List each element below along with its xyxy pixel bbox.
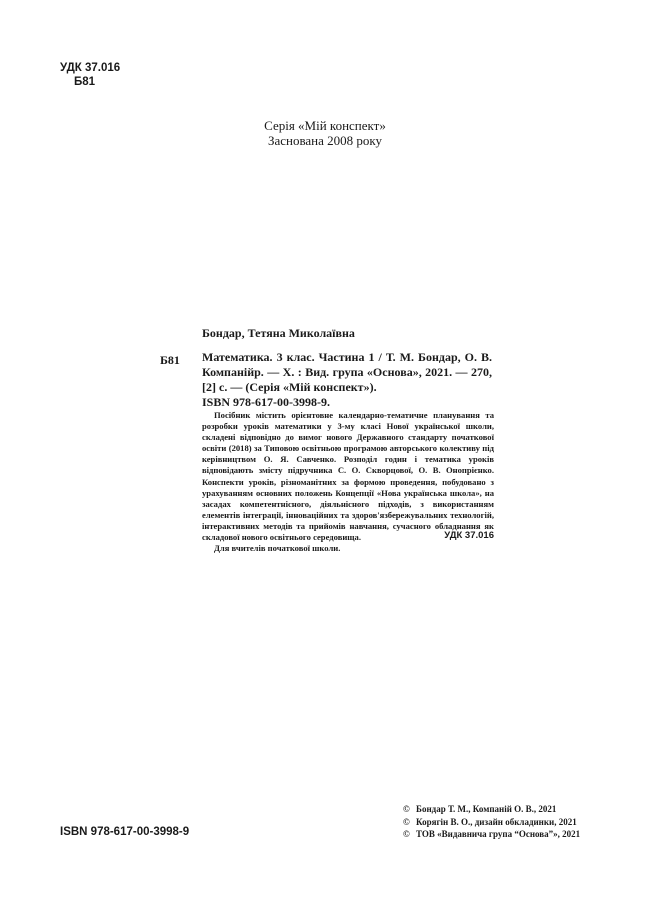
- copyright-line: © Бондар Т. М., Компаній О. В., 2021: [403, 804, 557, 814]
- copyright-symbol: ©: [403, 804, 410, 814]
- card-udk: УДК 37.016: [444, 530, 494, 541]
- copyright-symbol: ©: [403, 829, 410, 839]
- copyright-block: [403, 803, 580, 841]
- series-founded: Заснована 2008 року: [267, 133, 383, 148]
- card-index: Б81: [160, 353, 180, 367]
- card-bibliographic-description: Математика. 3 клас. Частина 1 / Т. М. Бондар, О. В. Компанійр. — Х. : Вид. група «Основа», 2021. — 270, [2] с. — (Серія «Мій конспект»).: [202, 350, 492, 394]
- card-author: Бондар, Тетяна Миколаївна: [202, 326, 355, 340]
- header-classification: [60, 61, 120, 89]
- series-info: [0, 118, 650, 148]
- card-isbn: ISBN 978-617-00-3998-9.: [202, 395, 330, 409]
- abstract-paragraph: Посібник містить орієнтовне календарно-тематичне планування та розробки уроків математики у 3-му класі Нової української школи, складені відповідно до вимог нового Державного стандарту початкової освіти (2018) за Типовою освітньою програмою авторського колективу під керівництвом О. Я. Савченко. Розподіл годин і тематика уроків відповідають змісту підручника С. О. Скворцової, О. В. Онопрієнко. Конспекти уроків, різноманітних за формою проведення, побудовано з урахуванням основних положень Концепції «Нова українська школа», на засадах компетентнісного, діяльнісного підходів, з використанням елементів інтеграції, інноваційних та здоров'язбережувальних технологій, інтерактивних методів та прийомів навчання, сучасного обладнання як складової нового освітнього середовища.: [202, 410, 494, 543]
- audience-note: Для вчителів початкової школи.: [214, 543, 341, 554]
- series-name: Серія «Мій конспект»: [264, 118, 386, 133]
- udk-code: УДК 37.016: [60, 62, 121, 74]
- copyright-line: © Корягін В. О., дизайн обкладинки, 2021: [403, 816, 577, 827]
- copyright-symbol: ©: [403, 816, 410, 827]
- footer-isbn: ISBN 978-617-00-3998-9: [60, 826, 190, 838]
- copyright-line: © ТОВ «Видавнича група “Основа”», 2021: [403, 829, 581, 839]
- author-index: Б81: [74, 76, 96, 88]
